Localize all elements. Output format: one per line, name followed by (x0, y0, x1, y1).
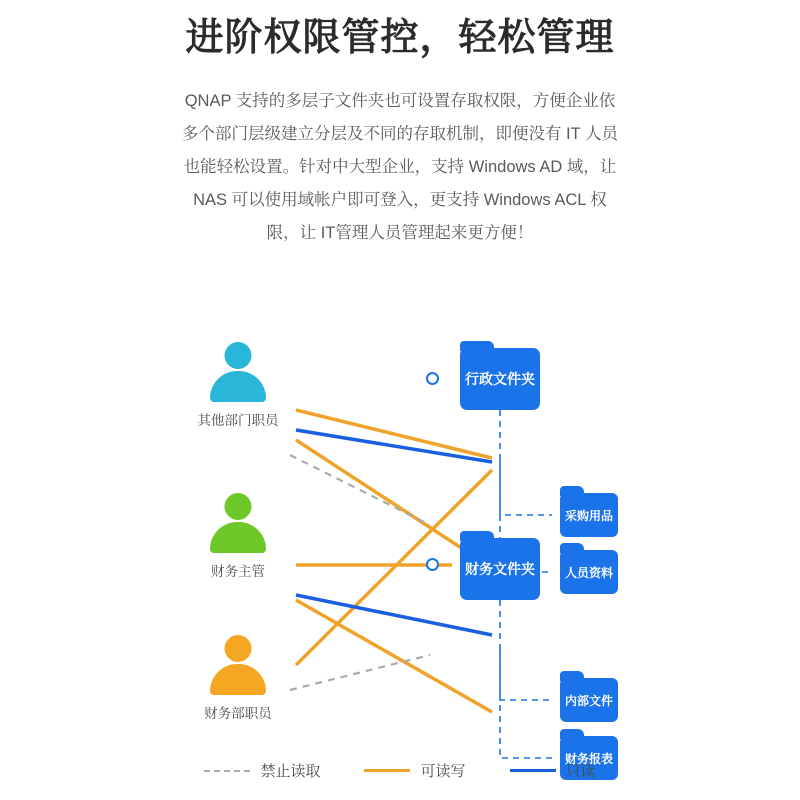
folder-tab-icon (460, 531, 494, 541)
person-0 (178, 342, 298, 429)
person-label: 财务主管 (211, 564, 265, 579)
legend-label: 可读写 (420, 763, 466, 780)
avatar-body-icon (210, 522, 266, 553)
person-label: 其他部门职员 (197, 413, 279, 428)
folder-admin[interactable] (460, 348, 540, 410)
folder-label: 财务报表 (564, 751, 613, 766)
permissions-diagram (0, 310, 800, 800)
connection-lines (0, 310, 800, 800)
avatar (207, 493, 269, 555)
avatar-body-icon (210, 371, 266, 402)
legend (0, 760, 800, 781)
legend-swatch-blue-icon (510, 769, 556, 772)
legend-item-forbidden (204, 760, 320, 781)
folder-tab-icon (560, 486, 584, 496)
folder-label: 内部文件 (564, 693, 613, 708)
legend-label: 禁止读取 (260, 763, 321, 780)
legend-swatch-dashed-icon (204, 770, 250, 772)
person-label: 财务部职员 (204, 706, 272, 721)
folder-label: 人员资料 (564, 565, 613, 580)
legend-item-read-only (510, 760, 596, 781)
avatar-body-icon (210, 664, 266, 695)
folder-internal-docs[interactable] (560, 678, 618, 722)
folder-tab-icon (560, 729, 584, 739)
page-description: QNAP 支持的多层子文件夹也可设置存取权限，方便企业依多个部门层级建立分层及不同的存取机制，即便没有 IT 人员也能轻松设置。针对中大型企业，支持 Windows AD 域，让 NAS 可以使用域帐户即可登入，更支持 Windows ACL 权限，让 IT管理人员管理起来更方便！ (181, 92, 619, 243)
avatar (207, 635, 269, 697)
folder-label: 采购用品 (564, 508, 613, 523)
legend-label: 只读 (565, 763, 596, 780)
avatar (207, 342, 269, 404)
legend-item-read-write (364, 760, 465, 781)
avatar-head-icon (225, 635, 252, 662)
connector-ring-admin (426, 372, 439, 385)
folder-label: 行政文件夹 (465, 371, 535, 387)
person-2 (178, 635, 298, 722)
avatar-head-icon (225, 342, 252, 369)
connector-ring-finance (426, 558, 439, 571)
avatar-head-icon (225, 493, 252, 520)
folder-tab-icon (560, 671, 584, 681)
legend-swatch-orange-icon (364, 769, 410, 772)
folder-finance[interactable] (460, 538, 540, 600)
page-title: 进阶权限管控，轻松管理 (185, 17, 615, 59)
folder-tab-icon (460, 341, 494, 351)
folder-tab-icon (560, 543, 584, 553)
folder-purchasing[interactable] (560, 493, 618, 537)
folder-label: 财务文件夹 (465, 561, 535, 577)
folder-personnel[interactable] (560, 550, 618, 594)
person-1 (178, 493, 298, 580)
